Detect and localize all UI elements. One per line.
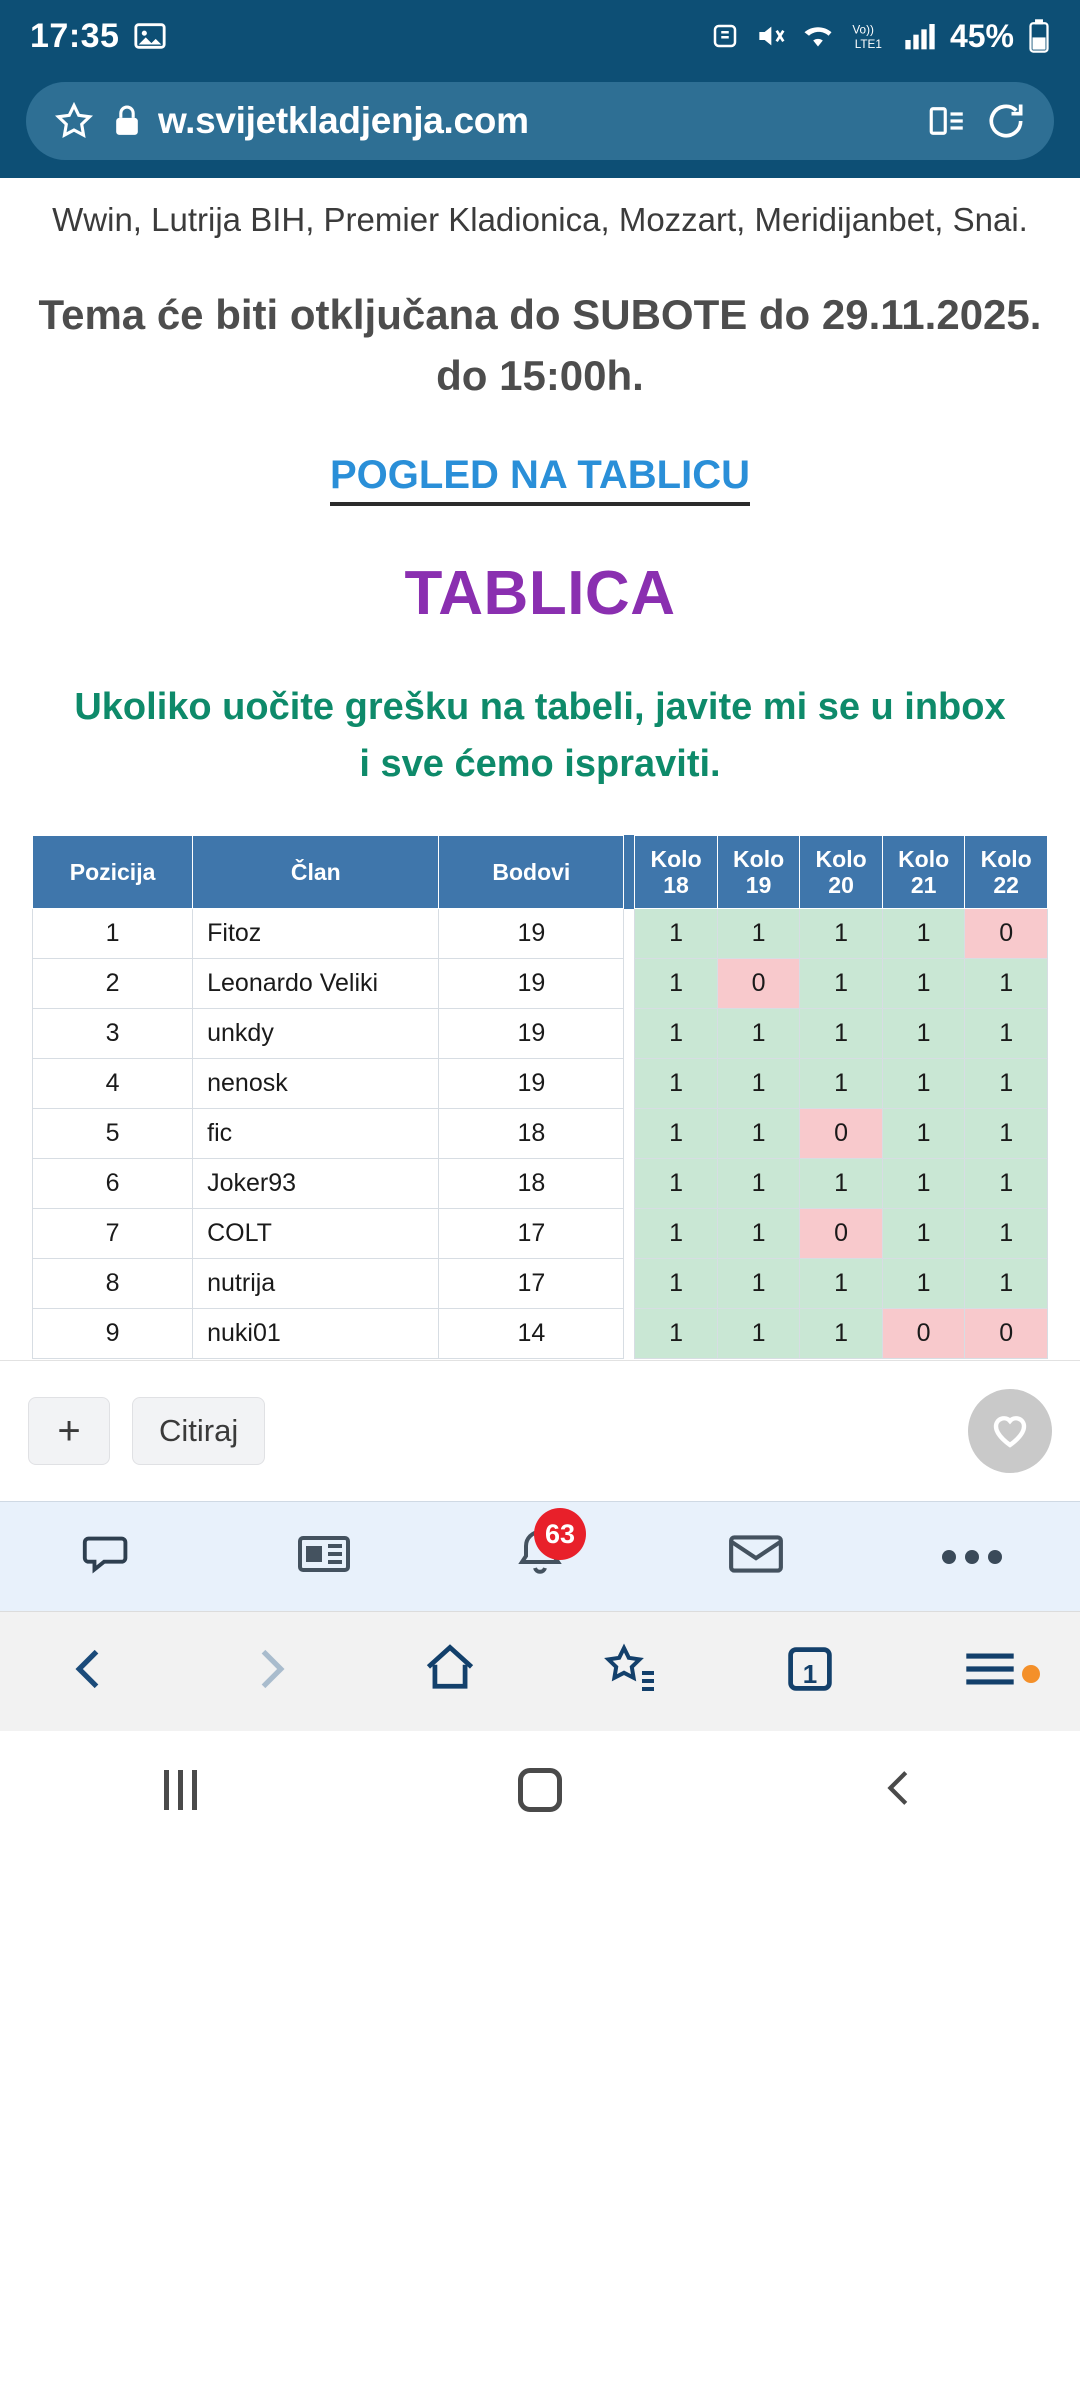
standings-table <box>32 835 1048 1360</box>
cell-member: nenosk <box>193 1059 439 1109</box>
browser-url-bar-container <box>0 72 1080 178</box>
home-circle-icon <box>518 1768 562 1812</box>
cell-round-22: 1 <box>965 1109 1048 1159</box>
system-navigation-bar <box>0 1731 1080 1849</box>
cell-spacer <box>624 1109 635 1159</box>
battery-icon <box>1028 19 1050 53</box>
cell-points: 17 <box>439 1209 624 1259</box>
table-row <box>33 1109 1048 1159</box>
volte-icon <box>850 20 890 52</box>
table-row <box>33 1209 1048 1259</box>
cell-spacer <box>624 1059 635 1109</box>
kolo-18-line2: 18 <box>663 872 689 899</box>
chevron-left-icon <box>64 1643 116 1700</box>
add-button[interactable]: + <box>28 1397 110 1465</box>
kolo-20-line2: 20 <box>828 872 854 899</box>
kolo-19-line2: 19 <box>745 872 772 899</box>
cell-round-19: 1 <box>717 1009 800 1059</box>
cell-round-18: 1 <box>635 1259 718 1309</box>
cell-round-22: 1 <box>965 1159 1048 1209</box>
browser-tabs-button[interactable] <box>730 1641 890 1702</box>
cell-round-21: 1 <box>882 959 965 1009</box>
cell-member: Joker93 <box>193 1159 439 1209</box>
cell-spacer <box>624 1209 635 1259</box>
like-button[interactable] <box>968 1389 1052 1473</box>
svg-text:LTE1: LTE1 <box>854 37 882 51</box>
cell-member: Fitoz <box>193 909 439 959</box>
cell-round-19: 1 <box>717 1209 800 1259</box>
cell-points: 18 <box>439 1159 624 1209</box>
header-bodovi: Bodovi <box>439 835 624 909</box>
cell-round-20: 1 <box>800 909 883 959</box>
forum-nav-chat[interactable] <box>18 1502 198 1611</box>
page-content <box>0 178 1080 1360</box>
standings-table-wrapper <box>24 835 1056 1360</box>
cell-round-21: 1 <box>882 909 965 959</box>
table-row <box>33 1309 1048 1359</box>
table-row <box>33 959 1048 1009</box>
post-intro-text: Wwin, Lutrija BIH, Premier Kladionica, Mozzart, Meridijanbet, Snai. <box>52 201 1028 238</box>
cell-round-21: 1 <box>882 1109 965 1159</box>
status-clock: 17:35 <box>30 16 120 55</box>
url-text[interactable]: w.svijetkladjenja.com <box>158 100 529 141</box>
header-clan: Član <box>193 835 439 909</box>
browser-home-button[interactable] <box>370 1641 530 1702</box>
cell-position: 9 <box>33 1309 193 1359</box>
cell-round-18: 1 <box>635 1159 718 1209</box>
chat-bubbles-icon <box>79 1528 137 1585</box>
cell-round-22: 0 <box>965 909 1048 959</box>
address-bar[interactable] <box>26 82 1054 160</box>
kolo-22-line2: 22 <box>993 872 1019 899</box>
cell-round-21: 1 <box>882 1059 965 1109</box>
battery-percent: 45% <box>949 17 1014 54</box>
cell-round-19: 0 <box>717 959 800 1009</box>
kolo-18-line1: Kolo <box>650 845 702 872</box>
mute-icon <box>754 20 786 52</box>
cell-round-20: 0 <box>800 1109 883 1159</box>
cell-spacer <box>624 1009 635 1059</box>
browser-forward-button[interactable] <box>190 1643 350 1700</box>
reader-mode-icon[interactable] <box>926 100 968 142</box>
browser-back-button[interactable] <box>10 1643 170 1700</box>
recents-icon <box>164 1770 197 1810</box>
alarm-icon <box>710 21 740 51</box>
cell-position: 5 <box>33 1109 193 1159</box>
cell-position: 1 <box>33 909 193 959</box>
forum-nav-notifications[interactable] <box>450 1502 630 1611</box>
status-bar <box>0 0 1080 72</box>
cell-points: 19 <box>439 909 624 959</box>
post-actions <box>0 1360 1080 1501</box>
table-row <box>33 1159 1048 1209</box>
reload-icon[interactable] <box>984 99 1028 143</box>
cell-round-21: 1 <box>882 1159 965 1209</box>
cell-round-19: 1 <box>717 1309 800 1359</box>
news-icon <box>296 1530 352 1583</box>
cell-member: Leonardo Veliki <box>193 959 439 1009</box>
browser-menu-button[interactable] <box>910 1647 1070 1696</box>
cell-round-22: 1 <box>965 1009 1048 1059</box>
cell-round-19: 1 <box>717 909 800 959</box>
pogled-na-tablicu-link[interactable]: POGLED NA TABLICU <box>330 453 750 506</box>
more-dots-icon <box>942 1550 1002 1564</box>
cell-round-18: 1 <box>635 1009 718 1059</box>
cell-spacer <box>624 1309 635 1359</box>
cell-round-20: 1 <box>800 1309 883 1359</box>
cell-points: 19 <box>439 1059 624 1109</box>
lock-icon <box>112 104 142 138</box>
menu-update-dot <box>1022 1665 1040 1683</box>
table-row <box>33 1059 1048 1109</box>
forum-nav-news[interactable] <box>234 1502 414 1611</box>
cell-member: nutrija <box>193 1259 439 1309</box>
cell-round-18: 1 <box>635 909 718 959</box>
header-kolo-21 <box>882 835 965 909</box>
cell-spacer <box>624 1259 635 1309</box>
header-kolo-18 <box>635 835 718 909</box>
cell-round-20: 1 <box>800 1159 883 1209</box>
system-recents-button[interactable] <box>80 1770 280 1810</box>
chevron-right-icon <box>244 1643 296 1700</box>
system-back-button[interactable] <box>800 1765 1000 1816</box>
cell-round-22: 1 <box>965 1259 1048 1309</box>
post-headline: Tema će biti otključana do SUBOTE do 29.11.2025. do 15:00h. <box>38 290 1042 399</box>
cell-position: 4 <box>33 1059 193 1109</box>
cell-round-19: 1 <box>717 1259 800 1309</box>
back-chevron-icon <box>877 1765 923 1816</box>
cell-position: 7 <box>33 1209 193 1259</box>
header-kolo-22 <box>965 835 1048 909</box>
svg-text:Vo)): Vo)) <box>852 23 874 37</box>
image-icon <box>133 19 167 53</box>
cell-points: 17 <box>439 1259 624 1309</box>
cell-round-20: 1 <box>800 1009 883 1059</box>
cell-member: COLT <box>193 1209 439 1259</box>
header-pozicija: Pozicija <box>33 835 193 909</box>
kolo-21-line1: Kolo <box>898 845 950 872</box>
cell-points: 19 <box>439 959 624 1009</box>
cell-points: 18 <box>439 1109 624 1159</box>
cell-position: 8 <box>33 1259 193 1309</box>
heart-icon <box>986 1405 1034 1458</box>
cell-points: 19 <box>439 1009 624 1059</box>
cell-member: fic <box>193 1109 439 1159</box>
cell-member: unkdy <box>193 1009 439 1059</box>
cell-round-20: 1 <box>800 1259 883 1309</box>
kolo-22-line1: Kolo <box>980 845 1032 872</box>
cell-round-22: 0 <box>965 1309 1048 1359</box>
wifi-icon <box>800 21 836 51</box>
envelope-icon <box>727 1530 785 1583</box>
cell-round-22: 1 <box>965 1209 1048 1259</box>
cell-spacer <box>624 909 635 959</box>
table-header-row <box>33 835 1048 909</box>
cell-round-19: 1 <box>717 1159 800 1209</box>
quote-button[interactable]: Citiraj <box>132 1397 265 1465</box>
cell-round-18: 1 <box>635 1309 718 1359</box>
cell-round-20: 1 <box>800 1059 883 1109</box>
bookmark-star-icon[interactable] <box>52 99 96 143</box>
table-row <box>33 1009 1048 1059</box>
kolo-21-line2: 21 <box>910 872 937 899</box>
table-row <box>33 1259 1048 1309</box>
kolo-19-line1: Kolo <box>733 845 785 872</box>
bookmarks-star-icon <box>602 1641 658 1702</box>
cell-round-21: 1 <box>882 1259 965 1309</box>
cell-round-19: 1 <box>717 1109 800 1159</box>
status-bar-left <box>30 17 167 56</box>
cell-position: 2 <box>33 959 193 1009</box>
cell-round-20: 1 <box>800 959 883 1009</box>
header-kolo-20 <box>800 835 883 909</box>
cell-round-18: 1 <box>635 1109 718 1159</box>
system-home-button[interactable] <box>440 1768 640 1812</box>
cell-member: nuki01 <box>193 1309 439 1359</box>
table-spacer <box>624 835 635 909</box>
tab-count: 1 <box>802 1658 818 1689</box>
header-kolo-19 <box>717 835 800 909</box>
kolo-20-line1: Kolo <box>815 845 867 872</box>
status-bar-right <box>710 18 1050 55</box>
cell-points: 14 <box>439 1309 624 1359</box>
home-icon <box>422 1641 478 1702</box>
cell-round-18: 1 <box>635 1209 718 1259</box>
forum-nav-more[interactable] <box>882 1502 1062 1611</box>
table-row <box>33 909 1048 959</box>
cell-round-21: 1 <box>882 1209 965 1259</box>
cell-spacer <box>624 1159 635 1209</box>
link-row <box>24 453 1056 506</box>
post-note: Ukoliko uočite grešku na tabeli, javite mi se u inbox i sve ćemo ispraviti. <box>74 685 1006 785</box>
cell-spacer <box>624 959 635 1009</box>
cell-round-21: 0 <box>882 1309 965 1359</box>
page-title: TABLICA <box>404 558 676 628</box>
cell-round-18: 1 <box>635 1059 718 1109</box>
cell-round-22: 1 <box>965 959 1048 1009</box>
notification-badge: 63 <box>534 1508 586 1560</box>
cell-position: 3 <box>33 1009 193 1059</box>
cell-position: 6 <box>33 1159 193 1209</box>
cell-round-18: 1 <box>635 959 718 1009</box>
cell-round-20: 0 <box>800 1209 883 1259</box>
cell-round-19: 1 <box>717 1059 800 1109</box>
forum-bottom-nav <box>0 1501 1080 1611</box>
standings-table-body <box>33 909 1048 1359</box>
browser-toolbar <box>0 1611 1080 1731</box>
forum-nav-messages[interactable] <box>666 1502 846 1611</box>
browser-bookmarks-button[interactable] <box>550 1641 710 1702</box>
cell-round-22: 1 <box>965 1059 1048 1109</box>
signal-icon <box>904 21 936 51</box>
hamburger-menu-icon <box>962 1647 1018 1696</box>
cell-round-21: 1 <box>882 1009 965 1059</box>
